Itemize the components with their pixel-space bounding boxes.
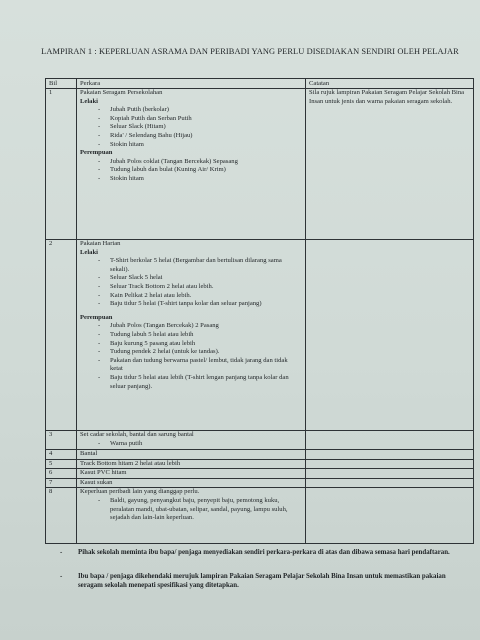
item-list-lelaki	[98, 257, 302, 309]
row-number: 6	[46, 469, 77, 479]
item-title: Kasut sukan	[77, 478, 306, 488]
row-note	[306, 488, 474, 544]
item-title: Keperluan peribadi lain yang dianggap perlu.	[80, 488, 200, 496]
list-item: - Pakaian dan tudung berwarna pastel/ lembut, tidak jarang dan tidak ketat	[98, 357, 302, 374]
item-title: Set cadar sekolah, bantal dan sarung bantal	[80, 431, 194, 438]
table-header-row	[46, 79, 474, 89]
list-item: - Jubah Polos (Tangan Bercekak) 2 Pasang	[98, 322, 302, 331]
note-item: - Pihak sekolah meminta ibu bapa/ penjaga menyediakan sendiri perkara-perkara di atas dan dibawa semasa hari pendaftaran.	[60, 548, 452, 557]
list-item: - Baju tidur 5 helai (T-shirt tanpa kolar dan seluar panjang)	[98, 300, 302, 309]
list-item: - Stokin hitam	[98, 141, 302, 150]
row-item	[77, 89, 306, 240]
table-row	[46, 89, 474, 240]
item-title: Bantal	[77, 450, 306, 460]
note-item: - Ibu bapa / penjaga dikehendaki merujuk lampiran Pakaian Seragam Pelajar Sekolah Bina Insan untuk memastikan pakaian seragam sekolah menepati spesifikasi yang ditetapkan.	[60, 572, 452, 590]
item-title: Kasut PVC hitam	[77, 469, 306, 479]
header-perkara: Perkara	[77, 79, 306, 89]
table-row	[46, 459, 474, 469]
list-item: - Warna putih	[98, 440, 302, 449]
item-list-lelaki	[98, 106, 302, 149]
list-item: - Seluar Slack (Hitam)	[98, 123, 302, 132]
requirements-table	[45, 78, 474, 544]
header-catatan: Catatan	[306, 79, 474, 89]
header-bil: Bil	[46, 79, 77, 89]
list-item: - Tudung labuh 5 helai atau lebih	[98, 331, 302, 340]
list-item: - Seluar Track Bottom 2 helai atau lebih.	[98, 283, 302, 292]
row-item	[77, 488, 306, 544]
section-label-perempuan: Perempuan	[80, 313, 113, 321]
item-list	[98, 497, 302, 523]
row-note: Sila rujuk lampiran Pakaian Seragam Pelajar Sekolah Bina Insan untuk jenis dan warna pakaian seragam sekolah.	[306, 89, 474, 240]
row-item	[77, 431, 306, 450]
item-list	[98, 440, 302, 449]
table-row	[46, 450, 474, 460]
list-item: - Stokin hitam	[98, 175, 302, 184]
list-item: - T-Shirt berkolar 5 helai (Bergambar dan bertulisan dilarang sama sekali).	[98, 257, 302, 274]
row-note	[306, 450, 474, 460]
list-item: - Baju tidur 5 helai atau lebih (T-shirt lengan panjang tanpa kolar dan seluar panjang).	[98, 374, 302, 391]
item-title: Pakaian Seragam Persekolahan	[80, 89, 163, 96]
table-row	[46, 431, 474, 450]
row-number: 3	[46, 431, 77, 450]
list-item: - Kain Pelikat 2 helai atau lebih.	[98, 292, 302, 301]
list-item: - Seluar Slack 5 helai	[98, 274, 302, 283]
row-note	[306, 431, 474, 450]
row-number: 4	[46, 450, 77, 460]
list-item: - Tudung labuh dan bulat (Kuning Air/ Krim)	[98, 166, 302, 175]
section-label-lelaki: Lelaki	[80, 97, 98, 105]
page-title: LAMPIRAN 1 : KEPERLUAN ASRAMA DAN PERIBADI YANG PERLU DISEDIAKAN SENDIRI OLEH PELAJAR	[41, 47, 459, 56]
list-item: - Jubah Polos coklat (Tangan Bercekak) Sepasang	[98, 158, 302, 167]
row-note	[306, 240, 474, 431]
row-note	[306, 478, 474, 488]
table-row	[46, 240, 474, 431]
row-note	[306, 459, 474, 469]
section-label-perempuan: Perempuan	[80, 149, 113, 157]
notes-section	[60, 548, 452, 605]
row-number: 5	[46, 459, 77, 469]
item-title: Track Bottom hitam 2 helai atau lebih	[77, 459, 306, 469]
item-list-perempuan	[98, 322, 302, 391]
list-item: - Tudung pendek 2 helai (untuk ke tandas).	[98, 348, 302, 357]
list-item: - Kopiah Putih dan Serban Putih	[98, 115, 302, 124]
row-number: 2	[46, 240, 77, 431]
list-item: - Baldi, gayung, penyangkut baju, penyepit baju, pemotong kuku, peralatan mandi, ubat-ubatan, selipar, sandal, payung, lampu suluh, sejadah dan lain-lain keperluan.	[98, 497, 302, 523]
list-item: - Rida' / Selendang Bahu (Hijau)	[98, 132, 302, 141]
row-number: 1	[46, 89, 77, 240]
table-row	[46, 488, 474, 544]
item-title: Pakaian Harian	[80, 240, 121, 247]
row-number: 7	[46, 478, 77, 488]
item-list-perempuan	[98, 158, 302, 184]
row-note	[306, 469, 474, 479]
table-row	[46, 478, 474, 488]
section-label-lelaki: Lelaki	[80, 248, 98, 256]
row-number: 8	[46, 488, 77, 544]
row-item	[77, 240, 306, 431]
table-row	[46, 469, 474, 479]
list-item: - Jubah Putih (berkolar)	[98, 106, 302, 115]
list-item: - Baju kurung 5 pasang atau lebih	[98, 340, 302, 349]
